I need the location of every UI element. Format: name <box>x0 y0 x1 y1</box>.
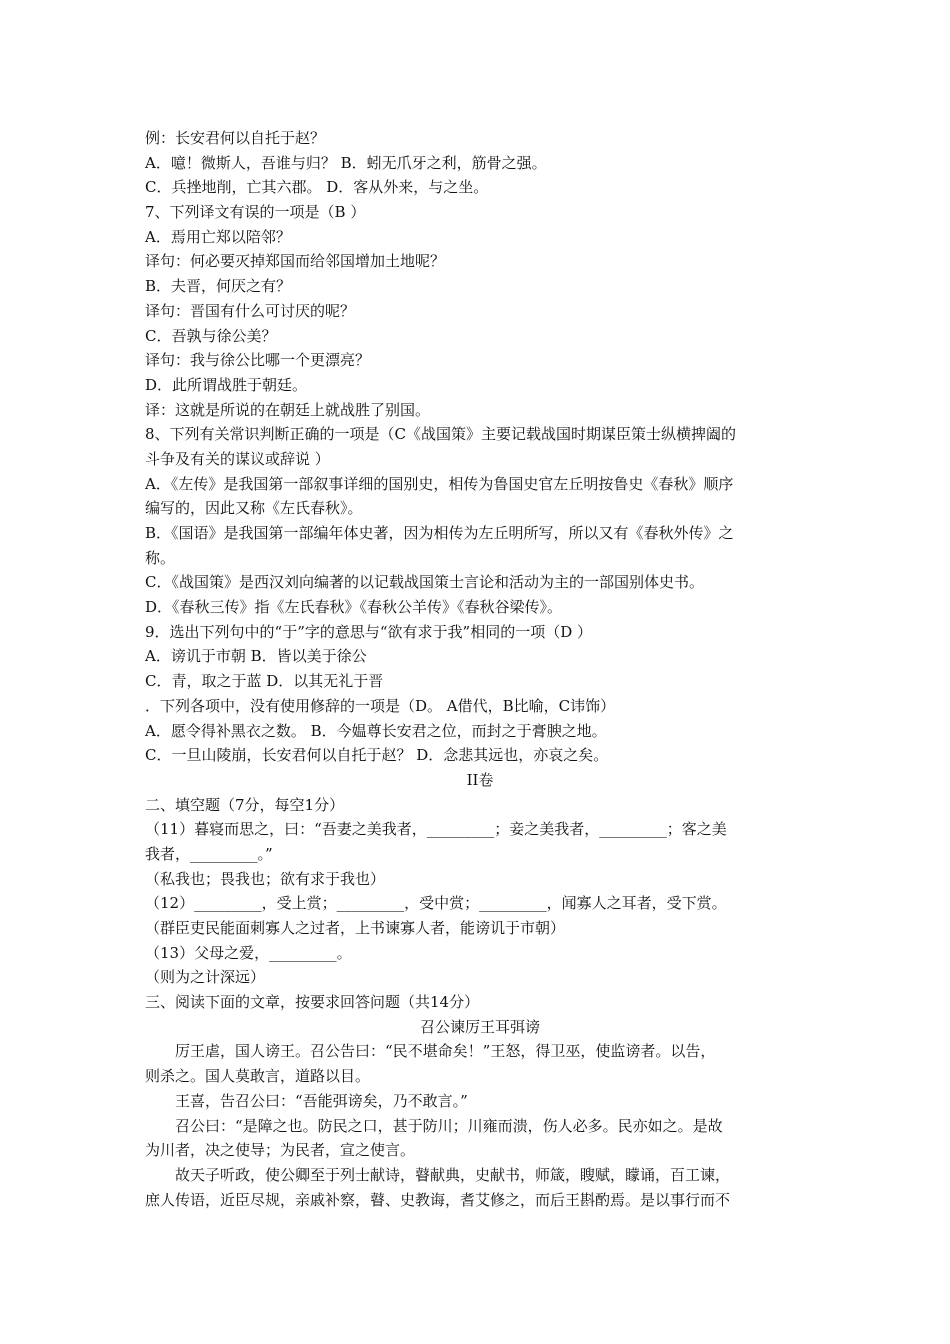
text-line: C．兵挫地削，亡其六郡。 D．客从外来，与之坐。 <box>145 178 489 197</box>
text-line: B．《国语》是我国第一部编年体史著，因为相传为左丘明所写，所以又有《春秋外传》之 <box>145 524 734 542</box>
text-line: 称。 <box>145 548 176 567</box>
text-line: 7、下列译文有误的一项是（B ） <box>145 203 366 222</box>
text-line: 译句：何必要灭掉郑国而给邻国增加土地呢？ <box>145 252 446 271</box>
text-line: A．焉用亡郑以陪邻？ <box>145 227 291 246</box>
text-line: 例：长安君何以自托于赵？ <box>145 129 326 147</box>
text-line: 王喜，告召公曰：“吾能弭谤矣，乃不敢言。” <box>175 1091 468 1110</box>
text-line: ．下列各项中，没有使用修辞的一项是（D。 A借代，B比喻，C讳饰） <box>145 696 616 715</box>
text-line: 我者，_________。” <box>145 844 273 863</box>
text-line: （私我也；畏我也；欲有求于我也） <box>145 869 386 888</box>
text-line: （则为之计深远） <box>145 968 266 987</box>
text-line: 厉王虐，国人谤王。召公告曰：“民不堪命矣！”王怒，得卫巫，使监谤者。以告， <box>175 1042 716 1061</box>
text-line: D．《春秋三传》指《左氏春秋》《春秋公羊传》《春秋谷梁传》。 <box>145 598 563 617</box>
text-line: 故天子听政，使公卿至于列士献诗，瞽献典，史献书，师箴，瞍赋，矇诵，百工谏， <box>175 1165 731 1184</box>
text-line: C．青，取之于蓝 D．以其无礼于晋 <box>145 672 384 691</box>
text-line: C．《战国策》是西汉刘向编著的以记载战国策士言论和活动为主的一部国别体史书。 <box>145 573 704 592</box>
text-line: 译句：晋国有什么可讨厌的呢？ <box>145 301 356 320</box>
text-line: 庶人传语，近臣尽规，亲戚补察，瞽、史教诲，耆艾修之，而后王斟酌焉。是以事行而不 <box>145 1190 731 1209</box>
text-line: 斗争及有关的谋议或辞说 ） <box>145 449 330 468</box>
text-line: 编写的，因此又称《左氏春秋》。 <box>145 499 363 518</box>
text-line: 为川者，决之使导；为民者，宣之使言。 <box>145 1141 416 1160</box>
document-body <box>145 126 815 1212</box>
text-line: （群臣吏民能面刺寡人之过者，上书谏寡人者，能谤讥于市朝） <box>145 919 566 937</box>
text-line: 则杀之。国人莫敢言，道路以目。 <box>145 1067 371 1086</box>
text-line: A．《左传》是我国第一部叙事详细的国别史，相传为鲁国史官左丘明按鲁史《春秋》顺序 <box>145 474 734 493</box>
text-line: C．一旦山陵崩，长安君何以自托于赵？ D．念悲其远也，亦哀之矣。 <box>145 746 609 765</box>
text-line: 译句：我与徐公比哪一个更漂亮？ <box>145 351 371 370</box>
text-line: （11）暮寝而思之，曰：“吾妻之美我者，_________；妾之美我者，_________；客之美 <box>145 820 727 839</box>
text-line: 召公曰：“是障之也。防民之口，甚于防川；川雍而溃，伤人必多。民亦如之。是故 <box>175 1116 723 1135</box>
text-line: A．噫！微斯人，吾谁与归？ B．蚓无爪牙之利，筋骨之强。 <box>145 153 547 172</box>
text-line: （12）_________，受上赏；_________，受中赏；_________，闻寡人之耳者，受下赏。 <box>145 894 727 913</box>
text-line: 8、下列有关常识判断正确的一项是（C《战国策》主要记载战国时期谋臣策士纵横捭阖的 <box>145 425 737 444</box>
text-line: 三、阅读下面的文章，按要求回答问题（共14分） <box>145 993 480 1012</box>
text-line: C．吾孰与徐公美？ <box>145 326 277 345</box>
text-line: D．此所谓战胜于朝廷。 <box>145 375 308 394</box>
text-line: II卷 <box>466 770 494 789</box>
text-line: B．夫晋，何厌之有？ <box>145 277 292 296</box>
text-line: 二、填空题（7分，每空1分） <box>145 795 345 814</box>
text-line: 译：这就是所说的在朝廷上就战胜了别国。 <box>145 400 431 419</box>
text-line: A．愿令得补黑衣之数。 B．今媪尊长安君之位，而封之于膏腴之地。 <box>145 721 607 740</box>
text-line: A．谤讥于市朝 B．皆以美于徐公 <box>145 647 367 666</box>
text-line: 召公谏厉王耳弭谤 <box>419 1017 540 1036</box>
text-line: 9．选出下列句中的“于”字的意思与“欲有求于我”相同的一项（D ） <box>145 622 593 641</box>
text-line: （13）父母之爱，_________。 <box>145 943 352 962</box>
